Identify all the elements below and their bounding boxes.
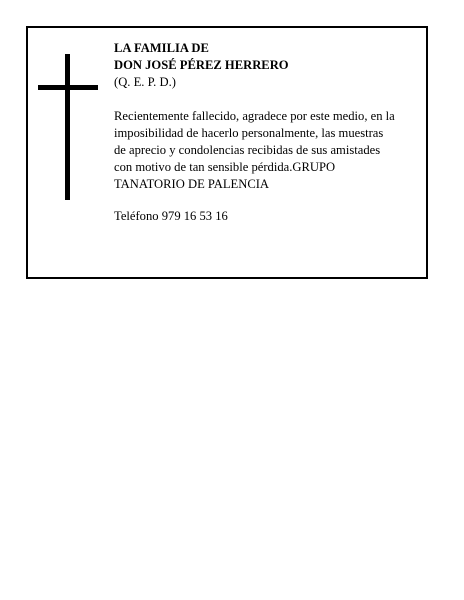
cross-vertical-bar bbox=[65, 54, 70, 200]
notice-text bbox=[114, 40, 422, 225]
message-line: de aprecio y condolencias recibidas de sus amistades bbox=[114, 143, 381, 157]
message-line: Recientemente fallecido, agradece por este medio, en la bbox=[114, 109, 395, 123]
heading-deceased-name: DON JOSÉ PÉREZ HERRERO bbox=[114, 58, 289, 72]
cross-horizontal-bar bbox=[38, 85, 98, 90]
acknowledgement-message bbox=[114, 108, 422, 193]
obituary-notice bbox=[26, 26, 428, 279]
heading-family: LA FAMILIA DE bbox=[114, 41, 209, 55]
message-line: imposibilidad de hacerlo personalmente, las muestras bbox=[114, 126, 384, 140]
phone-number: Teléfono 979 16 53 16 bbox=[114, 209, 228, 223]
cross-icon bbox=[38, 54, 98, 200]
message-line: con motivo de tan sensible pérdida.GRUPO bbox=[114, 160, 336, 174]
message-line: TANATORIO DE PALENCIA bbox=[114, 177, 270, 191]
rip-abbreviation: (Q. E. P. D.) bbox=[114, 75, 176, 89]
